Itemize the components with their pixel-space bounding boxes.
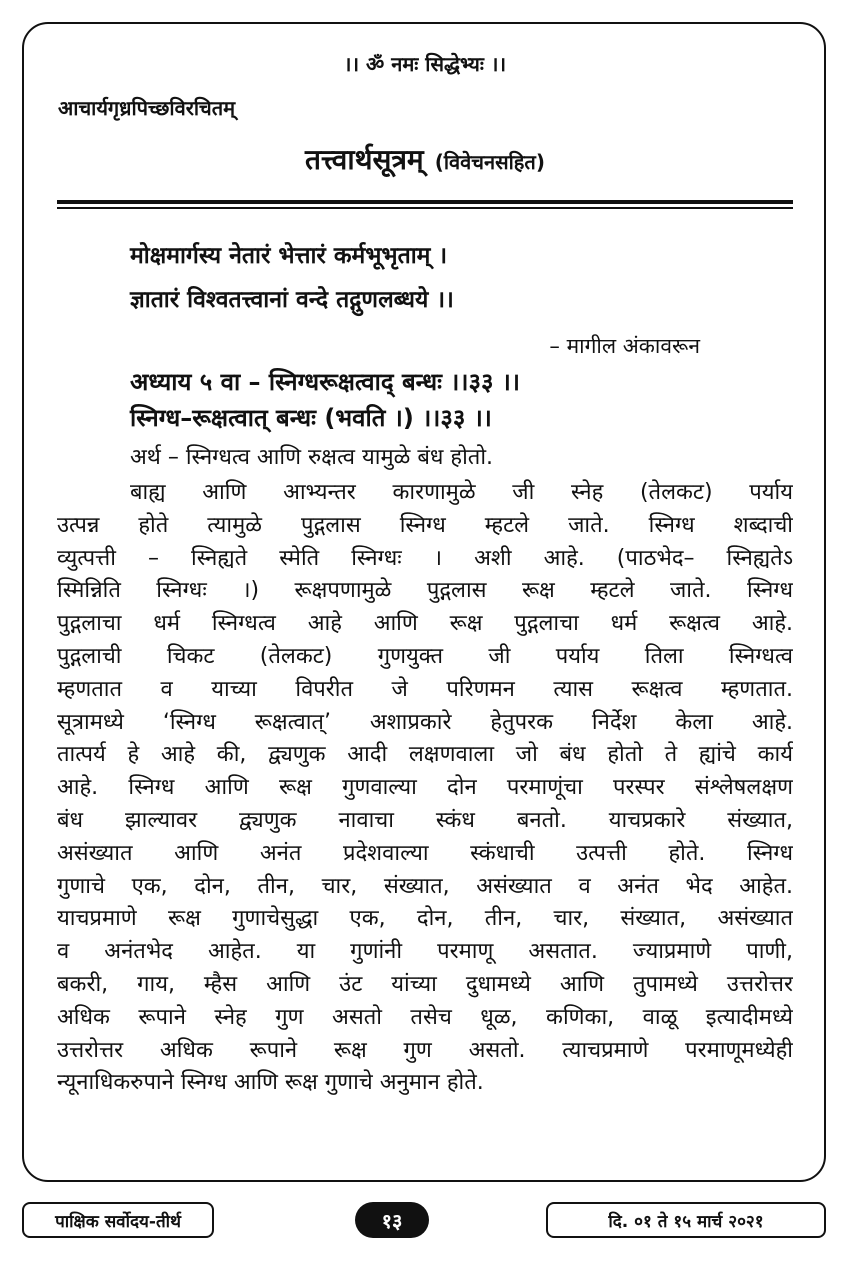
- page-title: तत्त्वार्थसूत्रम्: [305, 143, 424, 176]
- text-line: व अनंतभेद आहेत. या गुणांनी परमाणू असतात. ज्याप्रमाणे पाणी,: [57, 939, 793, 965]
- commentary-paragraph: [57, 477, 793, 1100]
- text-line: आहे. स्निग्ध आणि रूक्ष गुणवाल्या दोन परमाणूंचा परस्पर संश्लेषलक्षण: [57, 775, 793, 801]
- text-line: याचप्रमाणे रूक्ष गुणाचेसुद्धा एक, दोन, तीन, चार, संख्यात, असंख्यात: [57, 906, 793, 932]
- continued-note: – मागील अंकावरून: [549, 334, 700, 358]
- text-line: बंध झाल्यावर द्व्यणुक नावाचा स्कंध बनतो. याचप्रकारे संख्यात,: [57, 807, 793, 833]
- text-line: बकरी, गाय, म्हैस आणि उंट यांच्या दुधामध्ये आणि तुपामध्ये उत्तरोत्तर: [57, 971, 793, 997]
- text-line: स्मिन्निति स्निग्धः ।) रूक्षपणामुळे पुद्गलास रूक्ष म्हटले जाते. स्निग्ध: [57, 578, 793, 604]
- sutra-meaning: अर्थ – स्निग्धत्व आणि रुक्षत्व यामुळे बंध होतो.: [130, 445, 494, 470]
- text-line: गुणाचे एक, दोन, तीन, चार, संख्यात, असंख्यात व अनंत भेद आहेत.: [57, 873, 793, 899]
- author-line: आचार्यगृध्रपिच्छविरचितम्: [58, 96, 236, 120]
- page-number: १३: [355, 1202, 429, 1238]
- issue-date: दि. ०१ ते १५ मार्च २०२१: [546, 1202, 826, 1238]
- text-line: पुद्गलाची चिकट (तेलकट) गुणयुक्त जी पर्याय तिला स्निग्धत्व: [57, 643, 793, 669]
- divider-thin: [57, 207, 793, 209]
- text-line: सूत्रामध्ये ‘स्निग्ध रूक्षत्वात्’ अशाप्रकारे हेतुपरक निर्देश केला आहे.: [57, 709, 793, 735]
- text-line: उत्पन्न होते त्यामुळे पुद्गलास स्निग्ध म्हटले जाते. स्निग्ध शब्दाची: [57, 512, 793, 538]
- text-line: अधिक रूपाने स्नेह गुण असतो तसेच धूळ, कणिका, वाळू इत्यादीमध्ये: [57, 1004, 793, 1030]
- verse-line-2: ज्ञातारं विश्वतत्त्वानां वन्दे तद्गुणलब्धये ।।: [130, 287, 454, 313]
- verse-line-1: मोक्षमार्गस्य नेतारं भेत्तारं कर्मभूभृताम् ।: [130, 243, 448, 269]
- text-line: म्हणतात व याच्या विपरीत जे परिणमन त्यास रूक्षत्व म्हणतात.: [57, 676, 793, 702]
- text-line: असंख्यात आणि अनंत प्रदेशवाल्या स्कंधाची उत्पत्ती होते. स्निग्ध: [57, 840, 793, 866]
- divider-thick: [57, 200, 793, 204]
- text-line: पुद्गलाचा धर्म स्निग्धत्व आहे आणि रूक्ष पुद्गलाचा धर्म रूक्षत्व आहे.: [57, 611, 793, 637]
- text-line: न्यूनाधिकरुपाने स्निग्ध आणि रूक्ष गुणाचे अनुमान होते.: [57, 1070, 484, 1096]
- text-line: तात्पर्य हे आहे की, द्व्यणुक आदी लक्षणवाला जो बंध होतो ते ह्यांचे कार्य: [57, 742, 793, 768]
- text-line: उत्तरोत्तर अधिक रूपाने रूक्ष गुण असतो. त्याचप्रमाणे परमाणूमध्येही: [57, 1037, 793, 1063]
- invocation: ।। ॐ नमः सिद्धेभ्यः ।।: [343, 52, 507, 76]
- text-line: व्युत्पत्ती – स्निह्यते स्मेति स्निग्धः । अशी आहे. (पाठभेद– स्निह्यतेऽ: [57, 545, 793, 571]
- page-subtitle: (विवेचनसहित): [434, 150, 545, 174]
- title-line: [0, 140, 850, 178]
- text-line: बाह्य आणि आभ्यन्तर कारणामुळे जी स्नेह (तेलकट) पर्याय: [130, 480, 793, 505]
- sutra-restated: स्निग्ध–रूक्षत्वात् बन्धः (भवति ।) ।।३३ ।।: [130, 404, 492, 432]
- sutra-heading: अध्याय ५ वा – स्निग्धरूक्षत्वाद् बन्धः ।।३३ ।।: [130, 368, 520, 396]
- publication-name: पाक्षिक सर्वोदय-तीर्थ: [22, 1202, 214, 1238]
